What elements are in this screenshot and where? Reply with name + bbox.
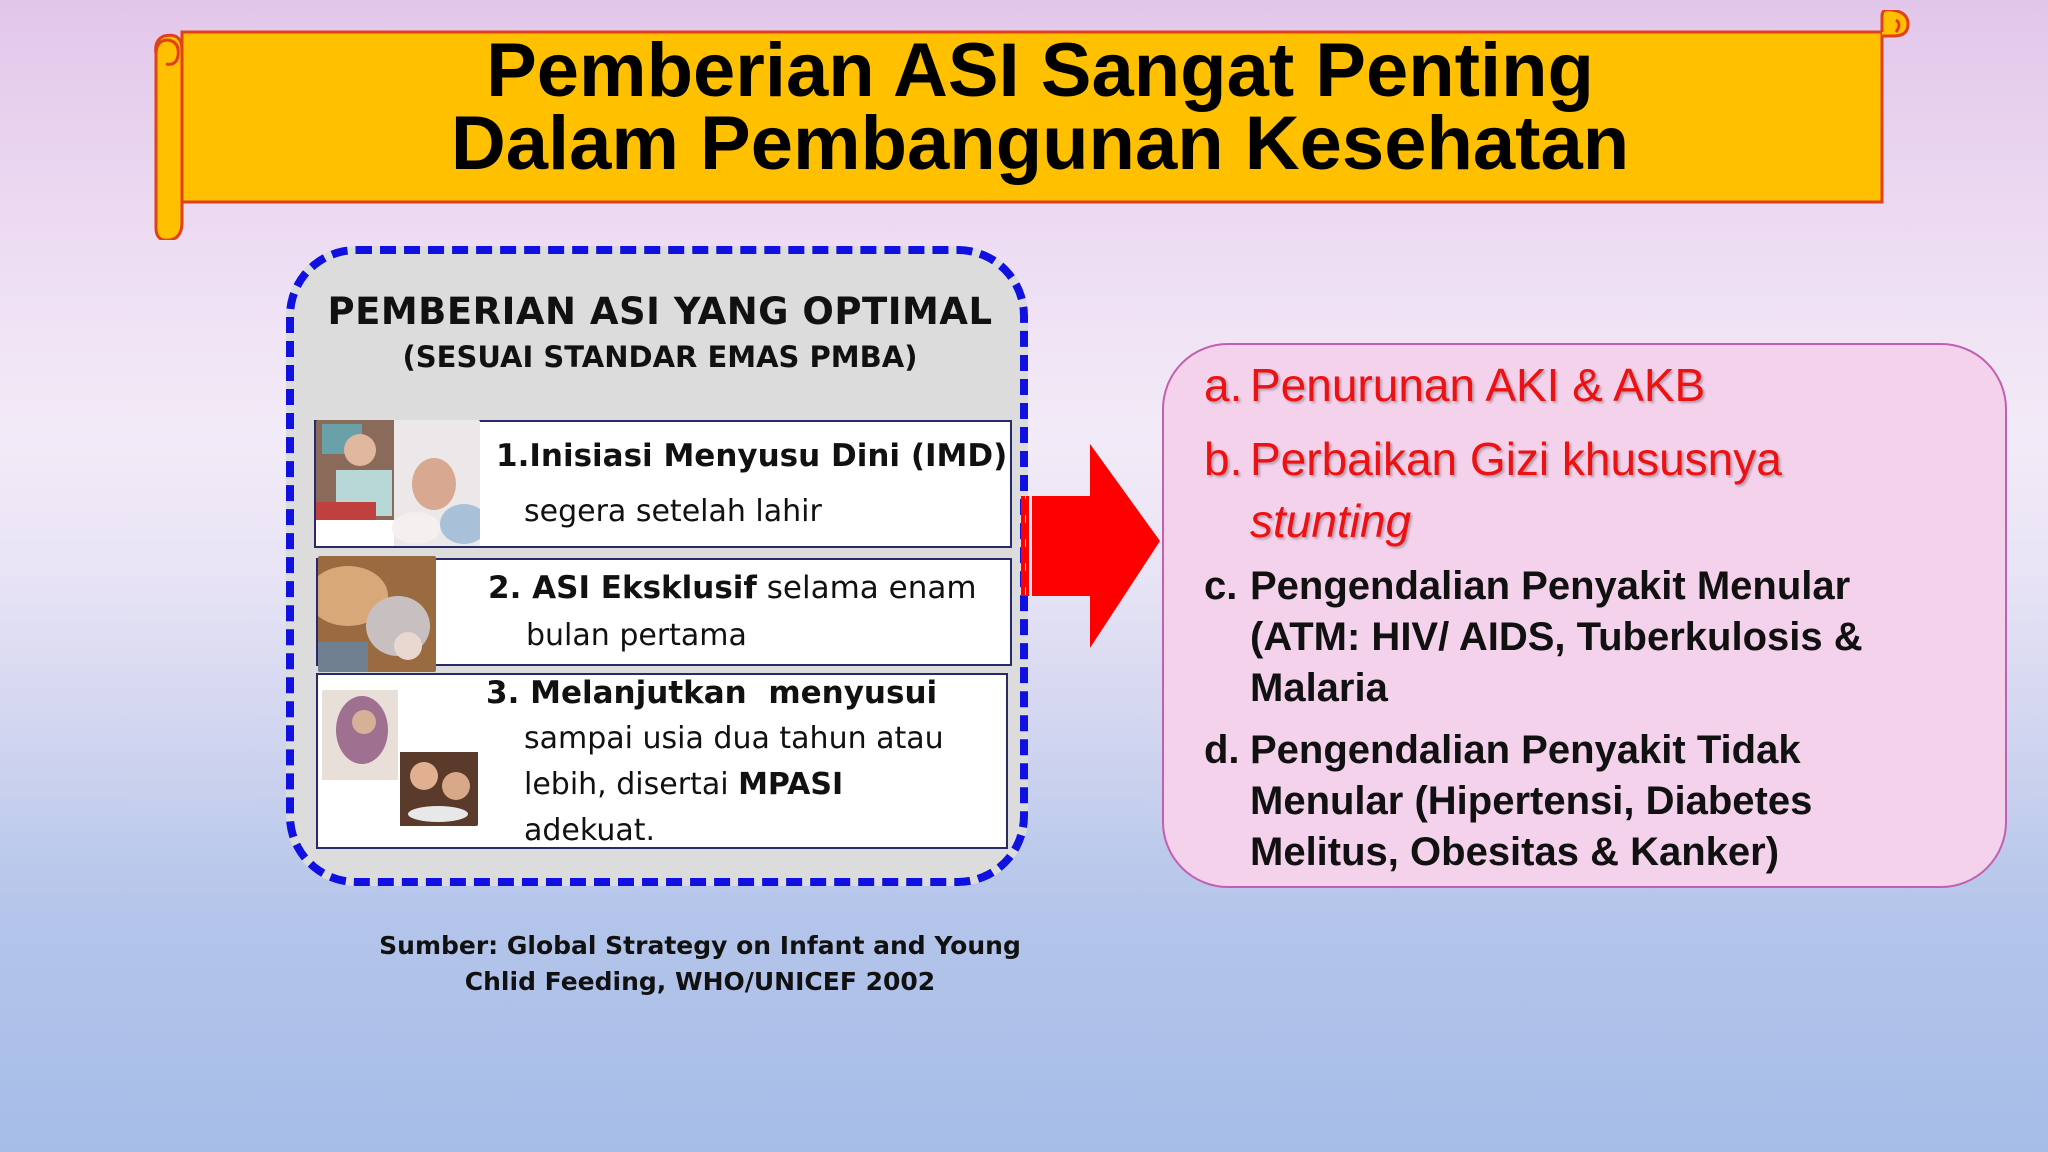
impact-b-text: Perbaikan Gizi khususnya (1250, 433, 1782, 485)
item-2-line-1 (488, 570, 977, 606)
impact-c-line-2: (ATM: HIV/ AIDS, Tuberkulosis & (1250, 615, 1863, 659)
impact-a-text: Penurunan AKI & AKB (1250, 359, 1706, 411)
impact-d-line-1: Pengendalian Penyakit Tidak (1250, 728, 1801, 772)
source-citation (330, 928, 1070, 1000)
item-2-title: 2. ASI Eksklusif (488, 570, 757, 606)
impact-d-label: d. (1204, 728, 1240, 772)
item-3-title: 3. Melanjutkan menyusui (486, 675, 938, 711)
title-line-2: Dalam Pembangunan Kesehatan (450, 101, 1630, 186)
item-3-line-3-text: lebih, disertai (524, 767, 739, 802)
mother-child-feeding-photo (322, 690, 478, 826)
panel-subtitle: (SESUAI STANDAR EMAS PMBA) (402, 340, 918, 374)
item-2-line-2: bulan pertama (526, 618, 747, 653)
impact-c-line-1: Pengendalian Penyakit Menular (1250, 564, 1851, 608)
source-line-1: Sumber: Global Strategy on Infant and Young (379, 931, 1021, 960)
impact-b-label: b. (1204, 433, 1243, 485)
right-arrow-icon (1020, 444, 1166, 654)
title-line-1: Pemberian ASI Sangat Penting (486, 28, 1594, 113)
panel-title: PEMBERIAN ASI YANG OPTIMAL (327, 290, 993, 333)
item-1-text: segera setelah lahir (524, 494, 822, 529)
source-line-2: Chlid Feeding, WHO/UNICEF 2002 (464, 967, 936, 996)
slide-title (160, 28, 1920, 186)
impact-d-line-2: Menular (Hipertensi, Diabetes (1250, 779, 1813, 823)
item-2-inline-text: selama enam (756, 570, 977, 606)
impact-b-italic: stunting (1250, 495, 1412, 547)
impact-a-label: a. (1204, 359, 1243, 411)
item-1-title: 1.Inisiasi Menyusu Dini (IMD) (496, 438, 1008, 474)
breastfeeding-photo (318, 556, 436, 672)
mother-newborn-photo (316, 420, 480, 546)
impact-c-label: c. (1204, 564, 1238, 608)
impact-c-line-3: Malaria (1250, 666, 1388, 710)
item-3-line-3 (524, 767, 843, 802)
impact-d-line-3: Melitus, Obesitas & Kanker) (1250, 830, 1780, 874)
item-3-mpasi: MPASI (738, 767, 844, 802)
item-3-line-4: adekuat. (524, 813, 656, 848)
item-3-line-2: sampai usia dua tahun atau (524, 721, 944, 756)
